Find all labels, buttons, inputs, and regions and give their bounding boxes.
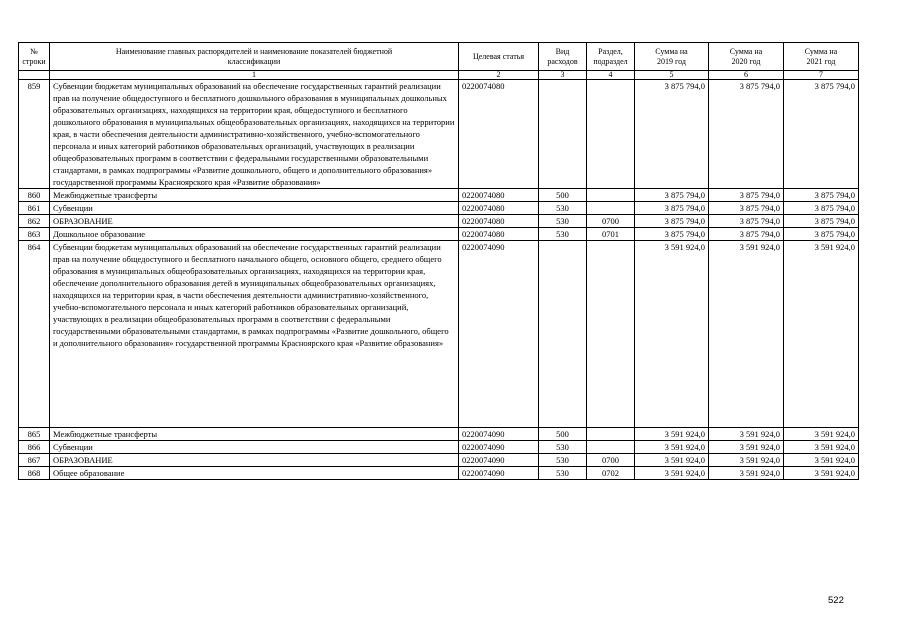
row-sum-2019: 3 591 924,0 xyxy=(635,241,709,428)
column-number: 6 xyxy=(709,71,784,80)
row-expense-kind: 530 xyxy=(539,228,587,241)
row-sum-2020: 3 875 794,0 xyxy=(709,202,784,215)
header-target-article: Целевая статья xyxy=(459,43,539,71)
row-sum-2019: 3 875 794,0 xyxy=(635,189,709,202)
row-target-article: 0220074080 xyxy=(459,189,539,202)
row-section: 0701 xyxy=(587,228,635,241)
row-name: Дошкольное образование xyxy=(50,228,459,241)
row-sum-2020: 3 591 924,0 xyxy=(709,241,784,428)
table-row xyxy=(19,467,859,480)
header-sum-2021: Сумма на 2021 год xyxy=(784,43,859,71)
table-row xyxy=(19,441,859,454)
budget-table xyxy=(18,42,859,480)
row-sum-2020: 3 875 794,0 xyxy=(709,228,784,241)
row-name: Субвенции xyxy=(50,202,459,215)
row-name: Субвенции бюджетам муниципальных образований на обеспечение государственных гарантий реализации прав на получение общедоступного и бесплатного начального общего, основного общего, среднего общего образования в муниципальных общеобразовательных организациях, находящихся на территории края, обеспечение дополнительного образования детей в муниципальных общеобразовательных организациях, находящихся на территории края, в части обеспечения деятельности административно-хозяйственного, учебно-вспомогательного персонала и иных категорий работников образовательных организаций, участвующих в реализации общеобразовательных программ в соответствии с федеральными государственными образовательными стандартами, в рамках подпрограммы «Развитие дошкольного, общего и дополнительного образования» государственной программы Красноярского края «Развитие образования» xyxy=(50,241,459,428)
row-sum-2020: 3 875 794,0 xyxy=(709,189,784,202)
row-target-article: 0220074090 xyxy=(459,454,539,467)
row-target-article: 0220074080 xyxy=(459,202,539,215)
row-sum-2020: 3 875 794,0 xyxy=(709,215,784,228)
row-number: 862 xyxy=(19,215,50,228)
row-sum-2020: 3 591 924,0 xyxy=(709,441,784,454)
row-sum-2019: 3 591 924,0 xyxy=(635,428,709,441)
row-sum-2020: 3 875 794,0 xyxy=(709,80,784,189)
column-number xyxy=(19,71,50,80)
row-name: ОБРАЗОВАНИЕ xyxy=(50,215,459,228)
row-section: 0700 xyxy=(587,215,635,228)
header-section: Раздел, подраздел xyxy=(587,43,635,71)
row-name: Межбюджетные трансферты xyxy=(50,189,459,202)
row-expense-kind: 530 xyxy=(539,454,587,467)
row-number: 864 xyxy=(19,241,50,428)
table-row xyxy=(19,454,859,467)
row-sum-2019: 3 875 794,0 xyxy=(635,202,709,215)
row-section xyxy=(587,241,635,428)
row-target-article: 0220074080 xyxy=(459,215,539,228)
column-number-row xyxy=(19,71,859,80)
header-expense-kind: Вид расходов xyxy=(539,43,587,71)
column-number: 5 xyxy=(635,71,709,80)
table-row xyxy=(19,241,859,428)
row-expense-kind xyxy=(539,80,587,189)
row-expense-kind: 500 xyxy=(539,189,587,202)
column-number: 3 xyxy=(539,71,587,80)
row-sum-2021: 3 875 794,0 xyxy=(784,80,859,189)
row-number: 867 xyxy=(19,454,50,467)
row-sum-2019: 3 875 794,0 xyxy=(635,228,709,241)
row-sum-2019: 3 875 794,0 xyxy=(635,80,709,189)
row-name: ОБРАЗОВАНИЕ xyxy=(50,454,459,467)
column-number: 4 xyxy=(587,71,635,80)
row-name: Межбюджетные трансферты xyxy=(50,428,459,441)
row-name: Субвенции xyxy=(50,441,459,454)
column-number: 2 xyxy=(459,71,539,80)
row-target-article: 0220074090 xyxy=(459,428,539,441)
header-sum-2020: Сумма на 2020 год xyxy=(709,43,784,71)
table-row xyxy=(19,228,859,241)
row-expense-kind: 530 xyxy=(539,467,587,480)
table-row xyxy=(19,189,859,202)
row-section: 0700 xyxy=(587,454,635,467)
row-number: 861 xyxy=(19,202,50,215)
table-row xyxy=(19,80,859,189)
column-number: 7 xyxy=(784,71,859,80)
row-sum-2019: 3 591 924,0 xyxy=(635,467,709,480)
row-name: Субвенции бюджетам муниципальных образований на обеспечение государственных гарантий реализации прав на получение общедоступного и бесплатного дошкольного образования в муниципальных дошкольных образовательных организациях, находящихся на территории края, общедоступного и бесплатного дошкольного образования в муниципальных общеобразовательных организациях, находящихся на территории края, в части обеспечения деятельности административно-хозяйственного, учебно-вспомогательного персонала и иных категорий работников образовательных организаций, участвующих в реализации общеобразовательных программ в соответствии с федеральными государственными образовательными стандартами, в рамках подпрограммы «Развитие дошкольного, общего и дополнительного образования» государственной программы Красноярского края «Развитие образования» xyxy=(50,80,459,189)
table-row xyxy=(19,215,859,228)
header-row xyxy=(19,43,859,71)
row-number: 866 xyxy=(19,441,50,454)
row-sum-2021: 3 591 924,0 xyxy=(784,428,859,441)
row-sum-2020: 3 591 924,0 xyxy=(709,428,784,441)
row-sum-2021: 3 591 924,0 xyxy=(784,441,859,454)
header-name: Наименование главных распорядителей и наименование показателей бюджетной классификации xyxy=(50,43,459,71)
column-number: 1 xyxy=(50,71,459,80)
budget-table-container xyxy=(18,42,855,480)
header-row-number: № строки xyxy=(19,43,50,71)
row-section xyxy=(587,80,635,189)
row-section: 0702 xyxy=(587,467,635,480)
row-sum-2021: 3 591 924,0 xyxy=(784,467,859,480)
row-expense-kind xyxy=(539,241,587,428)
row-number: 868 xyxy=(19,467,50,480)
row-expense-kind: 530 xyxy=(539,215,587,228)
row-name: Общее образование xyxy=(50,467,459,480)
row-sum-2021: 3 875 794,0 xyxy=(784,189,859,202)
row-section xyxy=(587,189,635,202)
row-target-article: 0220074090 xyxy=(459,241,539,428)
table-row xyxy=(19,428,859,441)
row-target-article: 0220074090 xyxy=(459,467,539,480)
row-sum-2019: 3 875 794,0 xyxy=(635,215,709,228)
row-number: 865 xyxy=(19,428,50,441)
row-expense-kind: 500 xyxy=(539,428,587,441)
row-section xyxy=(587,441,635,454)
page-number: 522 xyxy=(828,595,844,606)
row-section xyxy=(587,428,635,441)
row-number: 860 xyxy=(19,189,50,202)
row-section xyxy=(587,202,635,215)
row-target-article: 0220074080 xyxy=(459,228,539,241)
row-sum-2020: 3 591 924,0 xyxy=(709,467,784,480)
row-number: 863 xyxy=(19,228,50,241)
row-expense-kind: 530 xyxy=(539,441,587,454)
row-sum-2021: 3 591 924,0 xyxy=(784,454,859,467)
row-number: 859 xyxy=(19,80,50,189)
row-sum-2020: 3 591 924,0 xyxy=(709,454,784,467)
table-row xyxy=(19,202,859,215)
row-sum-2021: 3 875 794,0 xyxy=(784,215,859,228)
row-sum-2019: 3 591 924,0 xyxy=(635,454,709,467)
row-sum-2021: 3 875 794,0 xyxy=(784,202,859,215)
row-target-article: 0220074090 xyxy=(459,441,539,454)
row-target-article: 0220074080 xyxy=(459,80,539,189)
row-sum-2021: 3 591 924,0 xyxy=(784,241,859,428)
row-expense-kind: 530 xyxy=(539,202,587,215)
header-sum-2019: Сумма на 2019 год xyxy=(635,43,709,71)
row-sum-2019: 3 591 924,0 xyxy=(635,441,709,454)
row-sum-2021: 3 875 794,0 xyxy=(784,228,859,241)
